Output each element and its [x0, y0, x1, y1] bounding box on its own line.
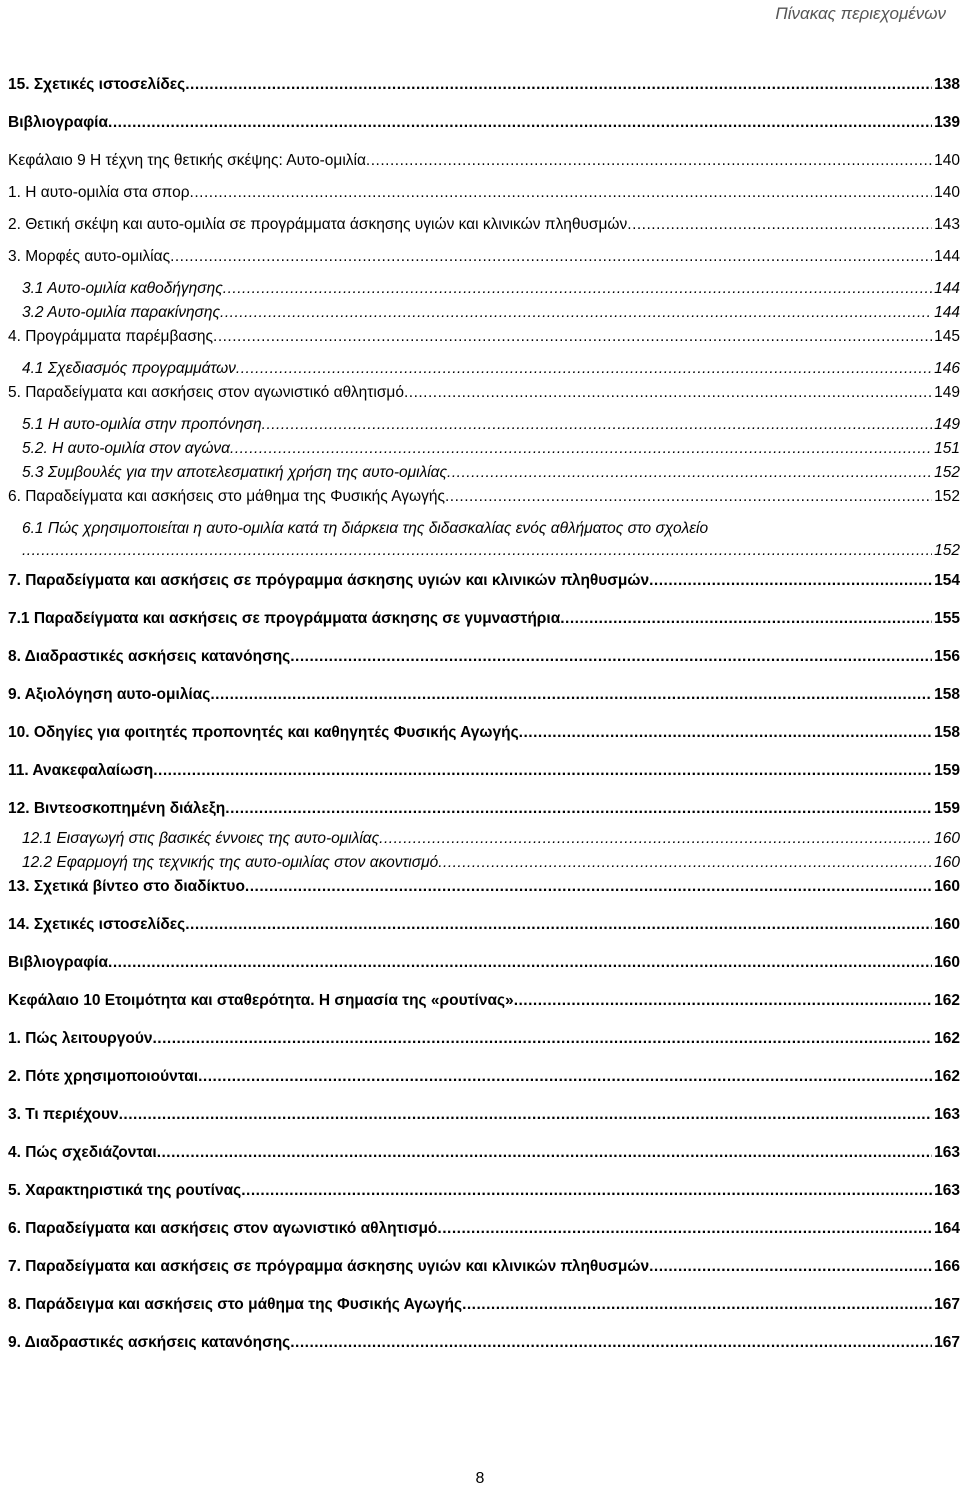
toc-entry-page: 152	[934, 488, 960, 505]
toc-entry-title: Βιβλιογραφία	[8, 954, 109, 971]
toc-entry-page: 144	[934, 280, 960, 297]
toc-leader-dots	[225, 798, 932, 820]
toc-leader-dots	[560, 608, 932, 630]
toc-entry-title: Κεφάλαιο 10 Ετοιμότητα και σταθερότητα. Η σημασία της «ρουτίνας»	[8, 992, 514, 1009]
toc-entry-page: 143	[934, 216, 960, 233]
toc-leader-dots	[462, 1294, 932, 1316]
toc-entry-title: 5. Χαρακτηριστικά της ρουτίνας	[8, 1182, 242, 1199]
toc-leader-dots	[157, 1142, 932, 1164]
toc-entry-title: 8. Παράδειγμα και ασκήσεις στο μάθημα της Φυσικής Αγωγής	[8, 1296, 463, 1313]
toc-entry[interactable]	[8, 876, 960, 914]
toc-entry-title: 5.2. Η αυτο-ομιλία στον αγώνα	[22, 440, 231, 457]
toc-leader-dots	[514, 990, 932, 1012]
toc-entry[interactable]	[8, 438, 960, 462]
toc-entry[interactable]	[8, 722, 960, 760]
toc-entry-title: 5.1 Η αυτο-ομιλία στην προπόνηση	[22, 416, 262, 433]
toc-leader-dots	[445, 486, 932, 508]
toc-entry-title: 8. Διαδραστικές ασκήσεις κατανόησης	[8, 648, 291, 665]
toc-entry-page: 140	[934, 184, 960, 201]
toc-entry-title: 7.1 Παραδείγματα και ασκήσεις σε προγράμματα άσκησης σε γυμναστήρια	[8, 610, 561, 627]
toc-entry[interactable]	[8, 914, 960, 952]
toc-leader-dots	[649, 570, 932, 592]
toc-entry-title: 12. Βιντεοσκοπημένη διάλεξη	[8, 800, 226, 817]
toc-entry[interactable]	[8, 646, 960, 684]
toc-entry[interactable]	[8, 760, 960, 798]
toc-entry[interactable]	[8, 1142, 960, 1180]
toc-entry-page: 158	[934, 686, 960, 703]
toc-entry-page: 151	[934, 440, 960, 457]
toc-entry-title: 1. Η αυτο-ομιλία στα σπορ	[8, 184, 190, 201]
toc-entry-title: 3. Μορφές αυτο-ομιλίας	[8, 248, 171, 265]
toc-leader-dots	[438, 852, 932, 874]
toc-leader-dots	[404, 382, 932, 404]
toc-entry[interactable]	[8, 990, 960, 1028]
toc-entry-title: 4.1 Σχεδιασμός προγραμμάτων	[22, 360, 236, 377]
toc-entry-page: 156	[934, 648, 960, 665]
toc-leader-dots	[262, 414, 932, 436]
toc-entry[interactable]	[8, 852, 960, 876]
toc-entry-title: 6.1 Πώς χρησιμοποιείται η αυτο-ομιλία κατά τη διάρκεια της διδασκαλίας ενός αθλήματος στο σχολείο	[22, 520, 709, 537]
toc-entry-title: 5.3 Συμβουλές για την αποτελεσματική χρήση της αυτο-ομιλίας	[22, 464, 448, 481]
toc-entry-title: 9. Αξιολόγηση αυτο-ομιλίας	[8, 686, 211, 703]
toc-entry-page: 163	[934, 1106, 960, 1123]
toc-entry-title: 9. Διαδραστικές ασκήσεις κατανόησης	[8, 1334, 291, 1351]
toc-entry-title: 4. Προγράμματα παρέμβασης	[8, 328, 214, 345]
toc-entry[interactable]	[8, 608, 960, 646]
toc-entry-title: 2. Θετική σκέψη και αυτο-ομιλία σε προγράμματα άσκησης υγιών και κλινικών πληθυσμών	[8, 216, 628, 233]
toc-entry-page: 154	[934, 572, 960, 589]
toc-entry-page: 160	[934, 878, 960, 895]
toc-entry-title: 4. Πώς σχεδιάζονται	[8, 1144, 157, 1161]
toc-entry[interactable]	[8, 1294, 960, 1332]
toc-leader-dots	[108, 112, 932, 134]
toc-entry-page: 160	[934, 854, 960, 871]
toc-entry[interactable]	[8, 214, 960, 246]
toc-entry-title: 11. Ανακεφαλαίωση	[8, 762, 154, 779]
toc-leader-dots	[379, 828, 932, 850]
toc-entry-title: 6. Παραδείγματα και ασκήσεις στον αγωνιστικό αθλητισμό	[8, 1220, 438, 1237]
toc-leader-dots	[627, 214, 932, 236]
toc-entry-title: 7. Παραδείγματα και ασκήσεις σε πρόγραμμα άσκησης υγιών και κλινικών πληθυσμών	[8, 1258, 650, 1275]
toc-leader-dots	[236, 358, 932, 380]
toc-entry[interactable]	[8, 74, 960, 112]
toc-entry-page: 159	[934, 762, 960, 779]
toc-leader-dots	[241, 1180, 932, 1202]
toc-entry[interactable]	[8, 1256, 960, 1294]
toc-leader-dots	[220, 302, 932, 324]
toc-leader-dots	[290, 646, 932, 668]
toc-entry[interactable]	[8, 570, 960, 608]
toc-leader-dots	[22, 540, 932, 562]
toc-leader-dots	[649, 1256, 932, 1278]
toc-entry[interactable]	[8, 326, 960, 358]
toc-leader-dots	[190, 182, 933, 204]
toc-leader-dots	[198, 1066, 932, 1088]
toc-leader-dots	[245, 876, 932, 898]
toc-entry-page: 159	[934, 800, 960, 817]
toc-leader-dots	[170, 246, 932, 268]
toc-entry-page: 162	[934, 1068, 960, 1085]
toc-entry-page: 163	[934, 1182, 960, 1199]
toc-leader-dots	[366, 150, 932, 172]
page-header-title: Πίνακας περιεχομένων	[775, 4, 946, 23]
toc-entry-page: 149	[934, 384, 960, 401]
toc-entry-title: 1. Πώς λειτουργούν	[8, 1030, 153, 1047]
toc-entry-page: 167	[934, 1334, 960, 1351]
toc-entry-page: 144	[934, 248, 960, 265]
toc-leader-dots	[447, 462, 932, 484]
toc-entry-title: 3.1 Αυτο-ομιλία καθοδήγησης	[22, 280, 223, 297]
toc-entry-page: 162	[934, 992, 960, 1009]
toc-entry[interactable]	[8, 1332, 960, 1370]
toc-entry-title: 13. Σχετικά βίντεο στο διαδίκτυο	[8, 878, 245, 895]
toc-entry[interactable]	[8, 1104, 960, 1142]
toc-entry-page: 144	[934, 304, 960, 321]
toc-entry-page: 138	[934, 76, 960, 93]
toc-entry-page: 160	[934, 954, 960, 971]
toc-entry[interactable]	[8, 684, 960, 722]
toc-leader-dots	[437, 1218, 932, 1240]
toc-entry[interactable]	[8, 462, 960, 486]
toc-entry[interactable]	[8, 1180, 960, 1218]
toc-entry-title: 3.2 Αυτο-ομιλία παρακίνησης	[22, 304, 221, 321]
toc-entry[interactable]	[8, 952, 960, 990]
toc-entry[interactable]	[8, 540, 960, 570]
toc-entry-title: 15. Σχετικές ιστοσελίδες	[8, 76, 186, 93]
toc-entry-page: 145	[934, 328, 960, 345]
toc-entry-title: 3. Τι περιέχουν	[8, 1106, 119, 1123]
toc-leader-dots	[210, 684, 932, 706]
toc-entry-page: 166	[934, 1258, 960, 1275]
toc-entry-page: 158	[934, 724, 960, 741]
toc-entry[interactable]	[8, 382, 960, 414]
toc-leader-dots	[153, 760, 932, 782]
toc-entry[interactable]	[8, 828, 960, 852]
toc-entry[interactable]	[8, 278, 960, 302]
toc-leader-dots	[185, 74, 932, 96]
toc-entry[interactable]	[8, 358, 960, 382]
toc-entry[interactable]	[8, 798, 960, 828]
toc-entry-page: 160	[934, 916, 960, 933]
toc-entry-title: 12.1 Εισαγωγή στις βασικές έννοιες της αυτο-ομιλίας	[22, 830, 380, 847]
toc-entry-page: 162	[934, 1030, 960, 1047]
toc-entry-title: Βιβλιογραφία	[8, 114, 109, 131]
toc-leader-dots	[230, 438, 932, 460]
toc-leader-dots	[223, 278, 932, 300]
toc-entry-title: 6. Παραδείγματα και ασκήσεις στο μάθημα της Φυσικής Αγωγής	[8, 488, 445, 505]
toc-entry-page: 149	[934, 416, 960, 433]
toc-entry-page: 152	[934, 464, 960, 481]
toc-entry-page: 160	[934, 830, 960, 847]
toc-entry[interactable]	[8, 1218, 960, 1256]
toc-entry-title: 14. Σχετικές ιστοσελίδες	[8, 916, 186, 933]
toc-entry-page: 140	[934, 152, 960, 169]
toc-entry-title: Κεφάλαιο 9 Η τέχνη της θετικής σκέψης: Αυτο-ομιλία	[8, 152, 366, 169]
toc-leader-dots	[152, 1028, 932, 1050]
toc-entry-title: 12.2 Εφαρμογή της τεχνικής της αυτο-ομιλίας στον ακοντισμό	[22, 854, 439, 871]
toc-entry[interactable]	[8, 112, 960, 150]
table-of-contents	[8, 74, 960, 1370]
toc-entry-page: 167	[934, 1296, 960, 1313]
toc-entry-title: 2. Πότε χρησιμοποιούνται	[8, 1068, 199, 1085]
toc-entry[interactable]	[8, 150, 960, 182]
toc-entry-title: 10. Οδηγίες για φοιτητές προπονητές και καθηγητές Φυσικής Αγωγής	[8, 724, 519, 741]
toc-entry[interactable]	[8, 486, 960, 518]
toc-entry[interactable]	[8, 1028, 960, 1066]
toc-leader-dots	[185, 914, 932, 936]
toc-leader-dots	[519, 722, 932, 744]
toc-entry[interactable]	[8, 182, 960, 214]
toc-entry[interactable]	[8, 302, 960, 326]
toc-entry-page: 164	[934, 1220, 960, 1237]
toc-leader-dots	[108, 952, 932, 974]
toc-leader-dots	[290, 1332, 932, 1354]
toc-entry-page: 155	[934, 610, 960, 627]
toc-entry[interactable]	[8, 518, 960, 540]
toc-entry[interactable]	[8, 1066, 960, 1104]
toc-leader-dots	[213, 326, 932, 348]
toc-entry-page: 146	[934, 360, 960, 377]
toc-entry[interactable]	[8, 414, 960, 438]
toc-entry[interactable]	[8, 246, 960, 278]
toc-entry-page: 163	[934, 1144, 960, 1161]
page-number: 8	[475, 1470, 485, 1487]
toc-entry-title: 5. Παραδείγματα και ασκήσεις στον αγωνιστικό αθλητισμό	[8, 384, 404, 401]
toc-entry-page: 152	[934, 542, 960, 559]
toc-entry-page: 139	[934, 114, 960, 131]
toc-entry-title: 7. Παραδείγματα και ασκήσεις σε πρόγραμμα άσκησης υγιών και κλινικών πληθυσμών	[8, 572, 650, 589]
toc-leader-dots	[119, 1104, 933, 1126]
